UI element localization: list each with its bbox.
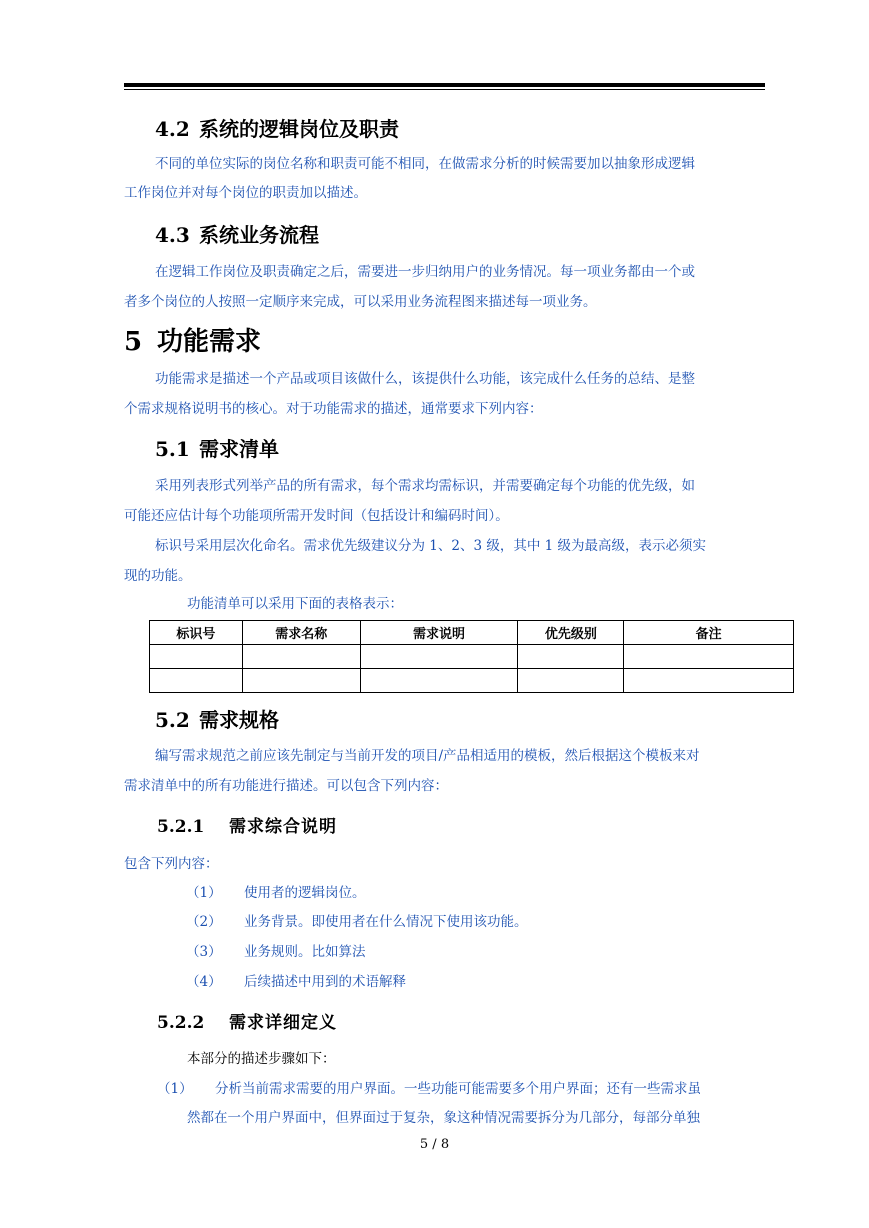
paragraph-5-line-1: 功能需求是描述一个产品或项目该做什么，该提供什么功能，该完成什么任务的总结、是整 — [155, 371, 695, 387]
heading-5-1: 5.1 需求清单 — [155, 437, 279, 461]
paragraph-5-1-line-5: 功能清单可以采用下面的表格表示： — [187, 596, 403, 612]
paragraph-5-1-line-1: 采用列表形式列举产品的所有需求，每个需求均需标识，并需要确定每个功能的优先级，如 — [155, 478, 695, 494]
heading-5-2-1: 5.2.1 需求综合说明 — [157, 817, 337, 837]
paragraph-4-2-line-2: 工作岗位并对每个岗位的职责加以描述。 — [124, 185, 367, 201]
list-item: （3） 业务规则。比如算法 — [186, 944, 366, 960]
heading-5-2-2: 5.2.2 需求详细定义 — [157, 1013, 337, 1033]
table-row — [150, 669, 794, 693]
heading-5-2: 5.2 需求规格 — [155, 708, 279, 732]
table-cell — [150, 669, 243, 693]
list-item: （4） 后续描述中用到的术语解释 — [186, 974, 406, 990]
paragraph-5-2-2-intro: 本部分的描述步骤如下： — [187, 1051, 336, 1067]
requirements-table — [149, 620, 794, 693]
paragraph-5-2-line-2: 需求清单中的所有功能进行描述。可以包含下列内容： — [124, 778, 448, 794]
paragraph-5-1-line-2: 可能还应估计每个功能项所需开发时间（包括设计和编码时间）。 — [124, 508, 509, 524]
table-cell — [242, 669, 360, 693]
table-cell — [360, 645, 518, 669]
paragraph-4-2-line-1: 不同的单位实际的岗位名称和职责可能不相同，在做需求分析的时候需要加以抽象形成逻辑 — [155, 156, 695, 172]
table-header-cell: 标识号 — [150, 621, 243, 645]
table-header-cell: 备注 — [624, 621, 794, 645]
table-header-cell: 优先级别 — [518, 621, 624, 645]
paragraph-5-1-line-4: 现的功能。 — [124, 568, 192, 584]
heading-4-3: 4.3 系统业务流程 — [155, 223, 319, 247]
list-item: （1） 使用者的逻辑岗位。 — [186, 885, 366, 901]
table-cell — [624, 645, 794, 669]
table-header-cell: 需求说明 — [360, 621, 518, 645]
list-item: （1） 分析当前需求需要的用户界面。一些功能可能需要多个用户界面；还有一些需求虽 — [157, 1081, 701, 1097]
paragraph-5-2-line-1: 编写需求规范之前应该先制定与当前开发的项目/产品相适用的模板，然后根据这个模板来对 — [155, 748, 700, 764]
list-item: （2） 业务背景。即使用者在什么情况下使用该功能。 — [186, 914, 528, 930]
table-cell — [518, 645, 624, 669]
heading-4-2: 4.2 系统的逻辑岗位及职责 — [155, 117, 399, 141]
table-cell — [150, 645, 243, 669]
header-rule-thick — [124, 83, 765, 87]
page-number: 5 / 8 — [419, 1137, 450, 1152]
list-item-continuation: 然都在一个用户界面中，但界面过于复杂，象这种情况需要拆分为几部分，每部分单独 — [187, 1110, 700, 1126]
table-header-row — [150, 621, 794, 645]
heading-5: 5 功能需求 — [124, 327, 262, 357]
table-cell — [624, 669, 794, 693]
paragraph-4-3-line-1: 在逻辑工作岗位及职责确定之后，需要进一步归纳用户的业务情况。每一项业务都由一个或 — [155, 264, 695, 280]
paragraph-5-2-1-intro: 包含下列内容： — [124, 856, 219, 872]
table-cell — [242, 645, 360, 669]
table-cell — [518, 669, 624, 693]
table-cell — [360, 669, 518, 693]
table-row — [150, 645, 794, 669]
paragraph-5-1-line-3: 标识号采用层次化命名。需求优先级建议分为 1、2、3 级，其中 1 级为最高级，表示必须实 — [155, 538, 707, 554]
paragraph-5-line-2: 个需求规格说明书的核心。对于功能需求的描述，通常要求下列内容： — [124, 401, 543, 417]
table-header-cell: 需求名称 — [242, 621, 360, 645]
header-rule-thin — [124, 89, 765, 90]
paragraph-4-3-line-2: 者多个岗位的人按照一定顺序来完成，可以采用业务流程图来描述每一项业务。 — [124, 294, 597, 310]
